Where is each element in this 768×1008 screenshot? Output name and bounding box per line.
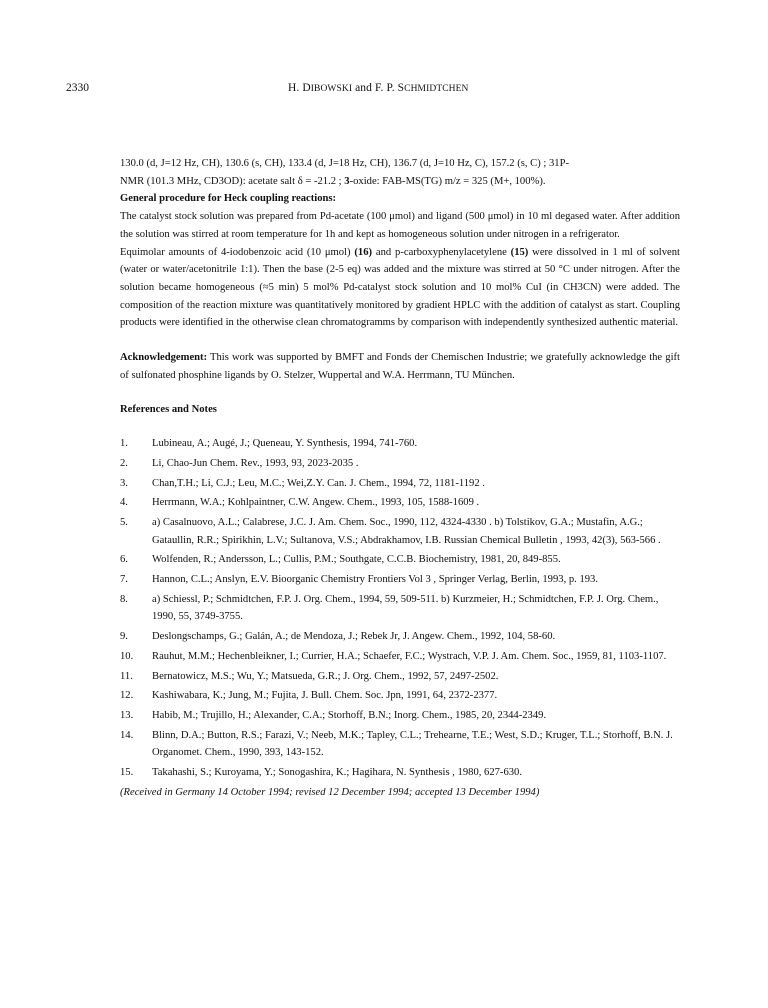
reference-text: Bernatowicz, M.S.; Wu, Y.; Matsueda, G.R.; J. Org. Chem., 1992, 57, 2497-2502.: [152, 670, 499, 682]
author-smallcaps-1: IBOWSKI: [310, 84, 353, 94]
ack-label: Acknowledgement:: [120, 352, 208, 364]
reference-text: Lubineau, A.; Augé, J.; Queneau, Y. Synthesis, 1994, 741-760.: [152, 438, 418, 450]
reference-number: 13.: [120, 709, 134, 721]
reference-list: [120, 435, 680, 782]
author-prefix-1: H. D: [288, 82, 311, 94]
reference-text: Blinn, D.A.; Button, R.S.; Farazi, V.; Neeb, M.K.; Tapley, C.L.; Trehearne, T.E.; West, S.D.; Kruger, T.L.; Storhoff, B.N. J. Organomet. Chem., 1990, 393, 143-152.: [152, 729, 673, 759]
reference-text: Kashiwabara, K.; Jung, M.; Fujita, J. Bull. Chem. Soc. Jpn, 1991, 64, 2372-2377.: [152, 690, 498, 702]
reference-item: [120, 764, 680, 782]
reference-item: [120, 707, 680, 725]
spacer: [120, 384, 680, 401]
reference-number: 3.: [120, 477, 128, 489]
nmr-data-line-2: [120, 173, 680, 191]
reference-item: [120, 628, 680, 646]
reference-number: 2.: [120, 457, 128, 469]
reference-number: 4.: [120, 497, 128, 509]
heck-paragraph-2: [120, 244, 680, 333]
reference-item: [120, 455, 680, 473]
reference-text: Herrmann, W.A.; Kohlpaintner, C.W. Angew. Chem., 1993, 105, 1588-1609 .: [152, 497, 480, 509]
reference-item: [120, 494, 680, 512]
reference-text: Takahashi, S.; Kuroyama, Y.; Sonogashira, K.; Hagihara, N. Synthesis , 1980, 627-630.: [152, 767, 522, 779]
heck-paragraph-1: The catalyst stock solution was prepared from Pd-acetate (100 μmol) and ligand (500 μmol) in 10 ml degased water. After addition the solution was stirred at room temperature for 1h and kept as homogeneous solution under nitrogen in a refrigerator.: [120, 211, 680, 240]
heck-p2-e: were dissolved in 1 ml of solvent (water or water/acetonitrile 1:1). Then the base (2-5 eq) was added and the mixture was stirred at 50 °C under nitrogen. After the solution became homogeneous (≈5 min) 5 mol% Pd-catalyst stock solution and 10 mol% CuI (in CH3CN) were added. The composition of the reaction mixture was quantitatively monitored by gradient HPLC with the addition of catalyst as start. Coupling products were identified in the otherwise clean chromatogramms by comparison with independently synthesized authentic material.: [120, 246, 680, 329]
reference-item: [120, 727, 680, 762]
reference-text: Hannon, C.L.; Anslyn, E.V. Bioorganic Chemistry Frontiers Vol 3 , Springer Verlag, Berlin, 1993, p. 193.: [152, 574, 599, 586]
reference-number: 5.: [120, 516, 128, 528]
reference-text: a) Schiessl, P.; Schmidtchen, F.P. J. Org. Chem., 1994, 59, 509-511. b) Kurzmeier, H.; Schmidtchen, F.P. J. Org. Chem., 1990, 55, 3749-3755.: [152, 593, 659, 623]
reference-text: Habib, M.; Trujillo, H.; Alexander, C.A.; Storhoff, B.N.; Inorg. Chem., 1985, 20, 2344-2349.: [152, 709, 547, 721]
heck-p2-c: and p-carboxyphenylacetylene: [372, 246, 511, 258]
reference-item: [120, 591, 680, 626]
reference-number: 7.: [120, 574, 128, 586]
spacer: [120, 332, 680, 349]
reference-item: [120, 571, 680, 589]
author-mid: and F. P. S: [352, 82, 405, 94]
reference-number: 9.: [120, 631, 128, 643]
nmr-data-line-1: 130.0 (d, J=12 Hz, CH), 130.6 (s, CH), 133.4 (d, J=18 Hz, CH), 136.7 (d, J=10 Hz, C), 157.2 (s, C) ; 31P-: [120, 158, 570, 169]
reference-number: 11.: [120, 670, 133, 682]
nmr-data-2a: NMR (101.3 MHz, CD3OD): acetate salt δ = -21.2 ;: [120, 175, 345, 187]
reference-text: Li, Chao-Jun Chem. Rev., 1993, 93, 2023-2035 .: [152, 457, 359, 469]
reference-number: 6.: [120, 554, 128, 566]
reference-item: [120, 435, 680, 453]
reference-item: [120, 648, 680, 666]
reference-number: 12.: [120, 690, 134, 702]
reference-text: Rauhut, M.M.; Hechenbleikner, I.; Currier, H.A.; Schaefer, F.C.; Wystrach, V.P. J. Am. Chem. Soc., 1959, 81, 1103-1107.: [152, 650, 667, 662]
reference-text: Chan,T.H.; Li, C.J.; Leu, M.C.; Wei,Z.Y. Can. J. Chem., 1994, 72, 1181-1192 .: [152, 477, 485, 489]
reference-item: [120, 668, 680, 686]
ack-text: This work was supported by BMFT and Fonds der Chemischen Industrie; we gratefully acknowledge the gift of sulfonated phosphine ligands by O. Stelzer, Wuppertal and W.A. Herrmann, TU München.: [120, 352, 680, 381]
compound-number: 3: [344, 175, 350, 187]
references-heading: References and Notes: [120, 404, 217, 416]
reference-item: [120, 514, 680, 549]
compound-15: (15): [510, 246, 529, 258]
author-smallcaps-2: CHMIDTCHEN: [404, 84, 469, 94]
reference-item: [120, 551, 680, 569]
reference-item: [120, 475, 680, 493]
reference-item: [120, 687, 680, 705]
heck-p2-a: Equimolar amounts of 4-iodobenzoic acid (10 μmol): [120, 246, 355, 258]
nmr-data-2c: -oxide: FAB-MS(TG) m/z = 325 (M+, 100%).: [349, 175, 546, 187]
reference-number: 10.: [120, 650, 134, 662]
reference-number: 15.: [120, 767, 134, 779]
running-header: [288, 82, 469, 94]
page-number: 2330: [66, 82, 89, 94]
reference-number: 8.: [120, 593, 128, 605]
received-dates: (Received in Germany 14 October 1994; revised 12 December 1994; accepted 13 December 1994): [120, 786, 540, 798]
acknowledgement: [120, 349, 680, 384]
reference-text: a) Casalnuovo, A.L.; Calabrese, J.C. J. Am. Chem. Soc., 1990, 112, 4324-4330 . b) Tolstikov, G.A.; Mustafin, A.G.; Gataullin, R.R.; Spirikhin, L.V.; Sultanova, V.S.; Abdrakhamov, I.B. Russian Chemical Bulletin , 1993, 42(3), 563-566 .: [152, 516, 661, 546]
reference-number: 14.: [120, 729, 134, 741]
article-body: [120, 155, 680, 802]
heck-heading: General procedure for Heck coupling reactions:: [120, 193, 337, 205]
compound-16: (16): [354, 246, 373, 258]
reference-text: Wolfenden, R.; Andersson, L.; Cullis, P.M.; Southgate, C.C.B. Biochemistry, 1981, 20, 849-855.: [152, 554, 561, 566]
reference-number: 1.: [120, 438, 128, 450]
reference-text: Deslongschamps, G.; Galán, A.; de Mendoza, J.; Rebek Jr, J. Angew. Chem., 1992, 104, 58-60.: [152, 631, 556, 643]
